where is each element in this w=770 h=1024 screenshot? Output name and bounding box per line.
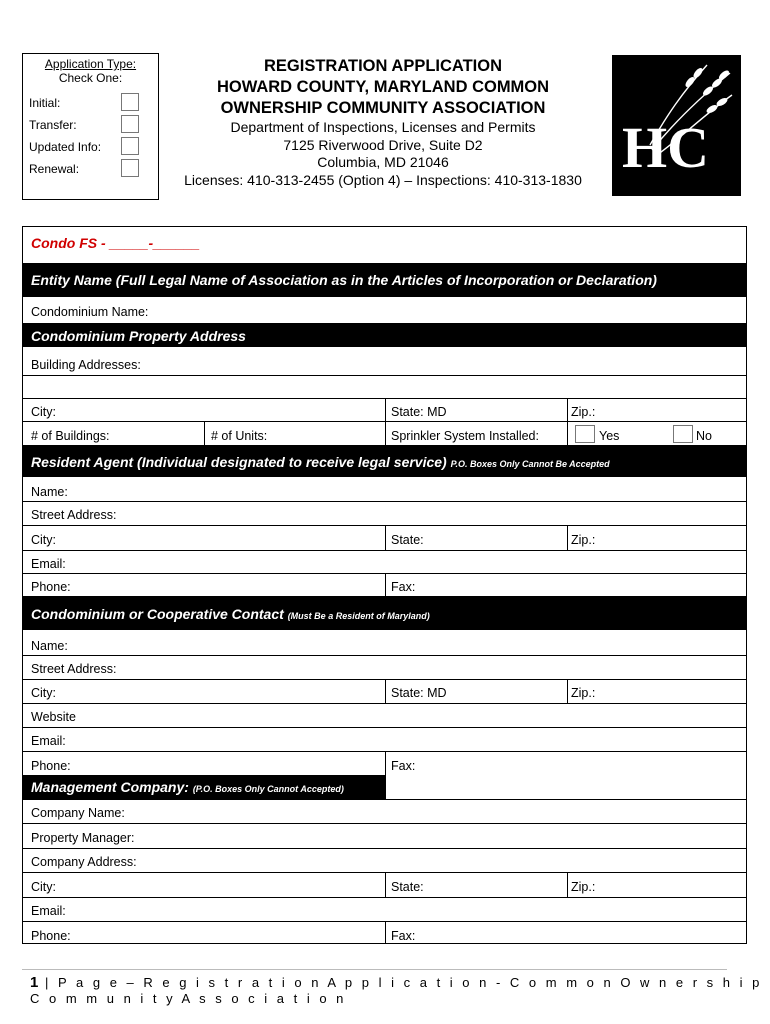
transfer-checkbox[interactable] — [121, 115, 139, 133]
entity-name-header-text: Entity Name (Full Legal Name of Association as in the Articles of Incorporation or Declaration) — [31, 272, 657, 288]
option-transfer-label: Transfer: — [29, 118, 77, 132]
footer-text: | P a g e – R e g i s t r a t i o n A p p l i c a t i o n - C o m m o n O w n e r s h i p C o m m u n i t y A s s o c i a t i o n — [30, 975, 763, 1006]
agent-phone-label: Phone: — [31, 580, 71, 594]
resident-agent-header — [23, 445, 746, 477]
sprinkler-yes-checkbox[interactable] — [575, 425, 595, 443]
option-initial-label: Initial: — [29, 96, 61, 110]
application-type-title: Application Type: — [44, 57, 137, 71]
logo-letters: HC — [622, 115, 709, 180]
company-fax-label: Fax: — [391, 929, 416, 943]
header-title-line2: HOWARD COUNTY, MARYLAND COMMON — [216, 78, 550, 96]
company-name-label: Company Name: — [31, 806, 125, 820]
footer-divider — [22, 969, 727, 970]
page-footer — [30, 974, 770, 1006]
company-address-label: Company Address: — [31, 855, 137, 869]
entity-name-header — [23, 263, 746, 297]
agent-name-label: Name: — [31, 485, 68, 499]
resident-agent-note: P.O. Boxes Only Cannot Be Accepted — [450, 459, 610, 469]
condo-fs-number: Condo FS - _____-______ — [31, 235, 200, 251]
company-email-label: Email: — [31, 904, 66, 918]
option-updated-info-label: Updated Info: — [29, 140, 102, 154]
number-of-units-label: # of Units: — [211, 429, 268, 443]
management-company-note: (P.O. Boxes Only Cannot Accepted) — [192, 784, 344, 794]
hc-logo — [612, 55, 741, 196]
registration-form — [22, 226, 747, 944]
check-one-label: Check One: — [58, 71, 123, 85]
agent-city-label: City: — [31, 533, 56, 547]
company-state-label: State: — [391, 880, 424, 894]
agent-zip-label: Zip.: — [571, 533, 596, 547]
property-address-header — [23, 323, 746, 347]
initial-checkbox[interactable] — [121, 93, 139, 111]
contact-email-label: Email: — [31, 734, 66, 748]
agent-state-label: State: — [391, 533, 424, 547]
resident-agent-header-text: Resident Agent (Individual designated to receive legal service) — [31, 454, 447, 470]
contact-name-label: Name: — [31, 639, 68, 653]
sprinkler-yes-label: Yes — [599, 429, 620, 443]
sprinkler-no-label: No — [696, 429, 712, 443]
contact-fax-label: Fax: — [391, 759, 416, 773]
property-state-label: State: MD — [391, 405, 447, 419]
header-title-line3: OWNERSHIP COMMUNITY ASSOCIATION — [220, 99, 546, 117]
contact-website-label: Website — [31, 710, 76, 724]
contact-zip-label: Zip.: — [571, 686, 596, 700]
management-company-header — [23, 775, 385, 799]
contact-city-label: City: — [31, 686, 56, 700]
property-city-label: City: — [31, 405, 56, 419]
updated-info-checkbox[interactable] — [121, 137, 139, 155]
company-zip-label: Zip.: — [571, 880, 596, 894]
contact-header-text: Condominium or Cooperative Contact — [31, 606, 284, 622]
agent-email-label: Email: — [31, 557, 66, 571]
number-of-buildings-label: # of Buildings: — [31, 429, 110, 443]
contact-note: (Must Be a Resident of Maryland) — [287, 611, 430, 621]
page-header — [160, 56, 606, 189]
sprinkler-no-checkbox[interactable] — [673, 425, 693, 443]
property-zip-label: Zip.: — [571, 405, 596, 419]
page-number: 1 — [30, 974, 39, 991]
application-type-box — [22, 53, 159, 200]
option-renewal-label: Renewal: — [29, 162, 80, 176]
department-address-line2: Columbia, MD 21046 — [317, 154, 449, 170]
property-manager-label: Property Manager: — [31, 831, 135, 845]
contact-phone-label: Phone: — [31, 759, 71, 773]
wheat-logo-icon — [612, 55, 741, 196]
management-company-header-text: Management Company: — [31, 779, 189, 795]
property-address-header-text: Condominium Property Address — [31, 328, 246, 344]
department-phones: Licenses: 410-313-2455 (Option 4) – Inspections: 410-313-1830 — [184, 171, 582, 188]
contact-street-label: Street Address: — [31, 662, 117, 676]
contact-header — [23, 596, 746, 630]
company-city-label: City: — [31, 880, 56, 894]
department-address-line1: 7125 Riverwood Drive, Suite D2 — [283, 136, 483, 153]
sprinkler-system-label: Sprinkler System Installed: — [391, 429, 539, 443]
contact-state-label: State: MD — [391, 686, 447, 700]
renewal-checkbox[interactable] — [121, 159, 139, 177]
building-addresses-label: Building Addresses: — [31, 358, 141, 372]
header-title-line1: REGISTRATION APPLICATION — [263, 57, 503, 75]
condominium-name-label: Condominium Name: — [31, 305, 149, 319]
department-name: Department of Inspections, Licenses and Permits — [230, 119, 536, 135]
agent-fax-label: Fax: — [391, 580, 416, 594]
agent-street-label: Street Address: — [31, 508, 117, 522]
company-phone-label: Phone: — [31, 929, 71, 943]
